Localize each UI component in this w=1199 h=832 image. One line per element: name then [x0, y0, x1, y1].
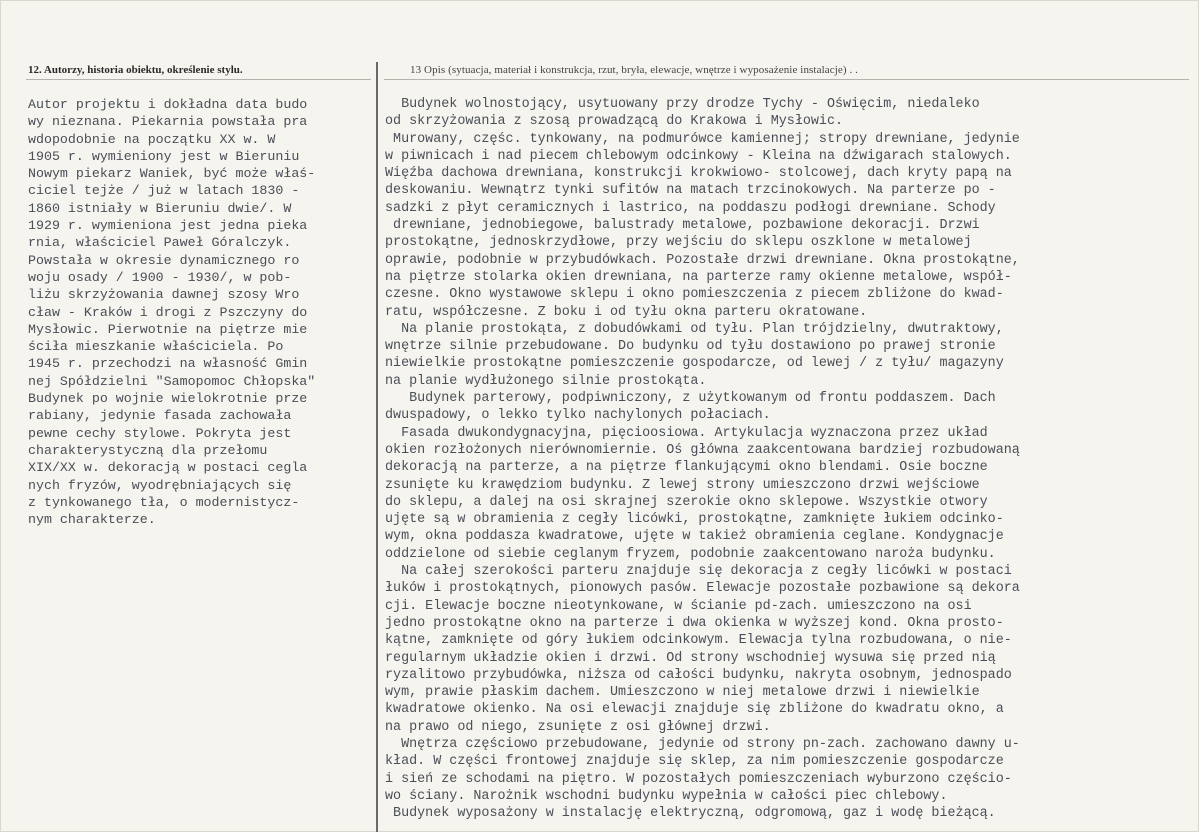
text-line: jedno prostokątne okno na parterze i dwa okienka w wyższej kond. Okna prosto- — [385, 615, 1004, 631]
text-line: nej Spółdzielni "Samopomoc Chłopska" — [28, 373, 316, 389]
text-line: ciciel tejże / już w latach 1830 - — [28, 183, 300, 199]
text-line: Na całej szerokości parteru znajduje się dekoracja z cegły licówki w postaci — [385, 564, 1012, 580]
text-line: Na planie prostokąta, z dobudówkami od tyłu. Plan trójdzielny, dwutraktowy, — [385, 321, 1004, 337]
section-12-heading: 12. Autorzy, historia obiektu, określenie stylu. — [28, 64, 243, 76]
text-line: na prawo od niego, zsunięte z osi głównej drzwi. — [385, 719, 771, 735]
text-line: Nowym piekarz Waniek, być może właś- — [28, 166, 316, 182]
text-line: wdopodobnie na początku XX w. W — [28, 131, 276, 147]
text-line: Autor projektu i dokładna data budo — [28, 97, 308, 112]
text-line: 1945 r. przechodzi na własność Gmin — [28, 356, 308, 372]
text-line: regularnym układzie okien i drzwi. Od strony wschodniej wysuwa się przed nią — [385, 650, 996, 666]
text-line: 1905 r. wymieniony jest w Bieruniu — [28, 148, 300, 164]
text-line: cław - Kraków i drogi z Pszczyny do — [28, 304, 308, 320]
text-line: oddzielone od siebie ceglanym fryzem, podobnie zaakcentowano naroża budynku. — [385, 546, 996, 562]
text-line: oprawie, podobnie w przybudówkach. Pozostałe drzwi drewniane. Okna prostokątne, — [385, 252, 1020, 268]
text-line: XIX/XX w. dekoracją w postaci cegla — [28, 460, 308, 476]
text-line: czesne. Okno wystawowe sklepu i okno pomieszczenia z piecem zbliżone do kwad- — [385, 287, 1004, 303]
text-line: w piwnicach i nad piecem chlebowym odcinkowy - Kleina na dźwigarach stalowych. — [385, 148, 1012, 164]
text-line: rnia, właściciel Paweł Góralczyk. — [28, 235, 292, 251]
text-line: ściła mieszkanie właściciela. Po — [28, 339, 284, 355]
text-line: kątne, zamknięte od góry łukiem odcinkowym. Elewacja tylna rozbudowana, o nie- — [385, 633, 1012, 649]
text-line: Budynek wyposażony w instalację elektryczną, odgromową, gaz i wodę bieżącą. — [385, 806, 996, 822]
text-line: wym, prawie płaskim dachem. Umieszczono w niej metalowe drzwi i niewielkie — [385, 685, 980, 701]
text-line: charakterystyczną dla przełomu — [28, 442, 268, 458]
text-line: ryzalitowo przybudówka, niższa od całości budynku, nakryta osobnym, jednospado — [385, 667, 1012, 683]
text-line: Budynek parterowy, podpiwniczony, z użytkowanym od frontu poddaszem. Dach — [385, 391, 996, 407]
section-13-text — [385, 96, 1193, 822]
text-line: Murowany, częśc. tynkowany, na podmurówce kamiennej; stropy drewniane, jedynie — [385, 131, 1020, 147]
text-line: 1929 r. wymieniona jest jedna pieka — [28, 218, 308, 234]
text-line: i sień ze schodami na piętro. W pozostałych pomieszczeniach wyburzono częścio- — [385, 771, 1012, 787]
text-line: wnętrze silnie przebudowane. Do budynku od tyłu dostawiono po prawej stronie — [385, 339, 996, 355]
text-line: wo ściany. Narożnik wschodni budynku wypełnia w całości piec chlebowy. — [385, 788, 948, 804]
section-12-text — [28, 96, 380, 528]
text-line: dwuspadowy, o lekko tylko nachylonych połaciach. — [385, 408, 771, 424]
text-line: 1860 istniały w Bieruniu dwie/. W — [28, 200, 292, 216]
text-line: Więźba dachowa drewniana, konstrukcji krokwiowo- stolcowej, dach kryty papą na — [385, 166, 1012, 182]
text-line: nym charakterze. — [28, 512, 156, 528]
text-line: Wnętrza częściowo przebudowane, jedynie od strony pn-zach. zachowano dawny u- — [385, 736, 1020, 752]
text-line: ujęte są w obramienia z cegły licówki, prostokątne, zamknięte łukiem odcinko- — [385, 512, 1004, 528]
text-line: Mysłowic. Pierwotnie na piętrze mie — [28, 321, 308, 337]
text-line: Fasada dwukondygnacyjna, pięcioosiowa. Artykulacja wyznaczona przez układ — [385, 425, 988, 441]
text-line: nych fryzów, wyodrębniających się — [28, 477, 292, 493]
text-line: rabiany, jedynie fasada zachowała — [28, 408, 292, 424]
text-line: na planie wydłużonego silnie prostokąta. — [385, 373, 707, 389]
text-line: do sklepu, a dalej na osi skrajnej szerokie okno sklepowe. Wszystkie otwory — [385, 494, 988, 510]
text-line: wy nieznana. Piekarnia powstała pra — [28, 114, 308, 130]
text-line: pewne cechy stylowe. Pokryta jest — [28, 425, 292, 441]
text-line: sadzki z płyt ceramicznych i lastrico, na poddaszu podłogi drewniane. Schody — [385, 200, 996, 216]
header-rule-right — [384, 79, 1189, 80]
text-line: Powstała w okresie dynamicznego ro — [28, 252, 300, 268]
text-line: deskowaniu. Wewnątrz tynki sufitów na matach trzcinokowych. Na parterze po - — [385, 183, 996, 199]
text-line: niewielkie prostokątne pomieszczenie gospodarcze, od lewej / z tyłu/ magazyny — [385, 356, 1004, 372]
header-rule-left — [26, 79, 371, 80]
text-line: dekoracją na parterze, a na piętrze flankującymi okno blendami. Osie boczne — [385, 460, 988, 476]
text-line: łuków i prostokątnych, pionowych pasów. Elewacje pozostałe pozbawione są dekora — [385, 581, 1020, 597]
text-line: woju osady / 1900 - 1930/, w pob- — [28, 269, 292, 285]
text-line: Budynek wolnostojący, usytuowany przy drodze Tychy - Oświęcim, niedaleko — [385, 97, 980, 112]
text-line: z tynkowanego tła, o modernistycz- — [28, 494, 300, 510]
text-line: okien rozłożonych nierównomiernie. Oś główna zaakcentowana bardziej rozbudowaną — [385, 442, 1020, 458]
text-line: cji. Elewacje boczne nieotynkowane, w ścianie pd-zach. umieszczono na osi — [385, 598, 972, 614]
text-line: wym, okna poddasza kwadratowe, ujęte w takież obramienia ceglane. Kondygnacje — [385, 529, 1004, 545]
text-line: na piętrze stolarka okien drewniana, na parterze ramy okienne metalowe, współ- — [385, 269, 1012, 285]
text-line: ratu, współczesne. Z boku i od tyłu okna parteru okratowane. — [385, 304, 868, 320]
text-line: prostokątne, jednoskrzydłowe, przy wejściu do sklepu oszklone w metalowej — [385, 235, 972, 251]
text-line: zsunięte ku krawędziom budynku. Z lewej strony umieszczono drzwi wejściowe — [385, 477, 980, 493]
text-line: Budynek po wojnie wielokrotnie prze — [28, 391, 308, 407]
text-line: liżu skrzyżowania dawnej szosy Wro — [28, 287, 300, 303]
text-line: drewniane, jednobiegowe, balustrady metalowe, pozbawione dekoracji. Drzwi — [385, 218, 980, 234]
text-line: od skrzyżowania z szosą prowadzącą do Krakowa i Mysłowic. — [385, 114, 844, 130]
text-line: kład. W części frontowej znajduje się sklep, za nim pomieszczenie gospodarcze — [385, 754, 1004, 770]
section-13-heading: 13 Opis (sytuacja, materiał i konstrukcja, rzut, bryła, elewacje, wnętrze i wyposażenie instalacje) . . — [410, 64, 858, 76]
text-line: kwadratowe okienko. Na osi elewacji znajduje się zbliżone do kwadratu okno, a — [385, 702, 1004, 718]
